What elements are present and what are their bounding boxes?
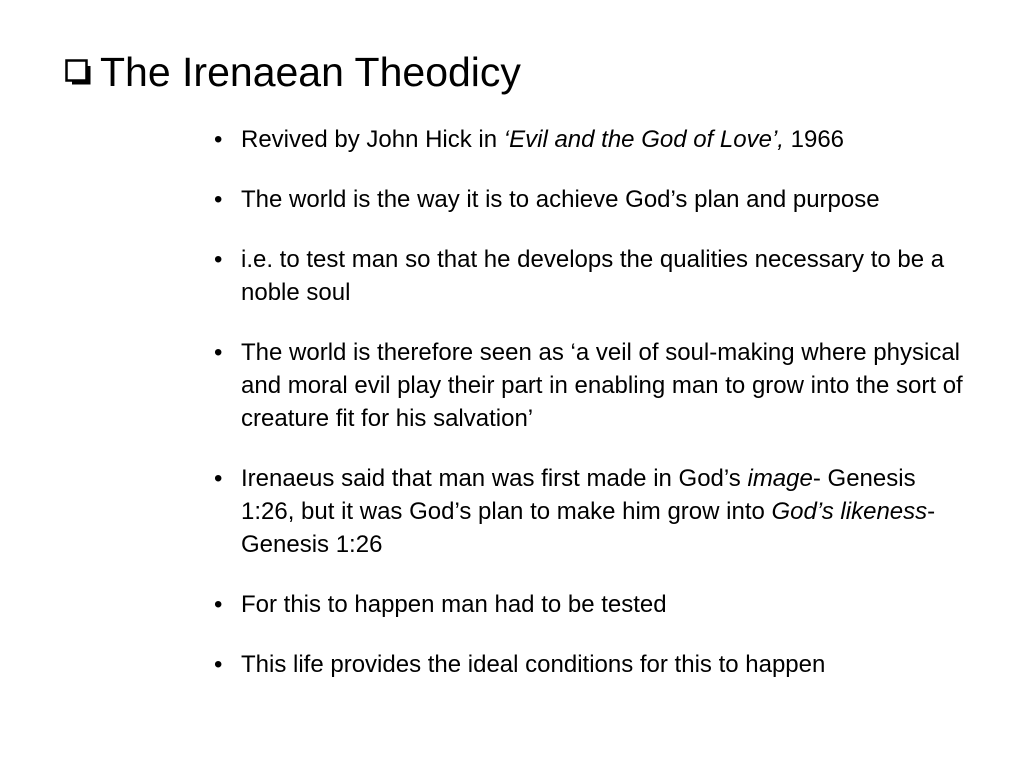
bullet-dot-icon: • [214, 186, 223, 213]
bullet-dot-icon: • [214, 126, 223, 153]
bullet-3-text: i.e. to test man so that he develops the qualities necessary to be a noble soul [241, 246, 945, 306]
bullet-1-text: Revived by John Hick in [241, 126, 504, 153]
bullet-1-year: 1966 [783, 126, 845, 153]
bullet-7-text: This life provides the ideal conditions for this to happen [241, 651, 826, 678]
bullet-1-book-title: ‘Evil and the God of Love’, [503, 126, 784, 153]
slide-title: The Irenaean Theodicy [100, 49, 521, 95]
bullet-item-5 [214, 462, 974, 561]
bullet-4-text: The world is therefore seen as ‘a veil of soul-making where physical and moral evil play their part in enabling man to grow into the sort of creature fit for his salvation’ [241, 339, 963, 432]
bullet-5-text-mid: - Genesis 1:26, but it was God’s plan to make him grow into [241, 465, 916, 525]
bullet-5-text-end: - Genesis 1:26 [241, 498, 936, 558]
bullet-item-6 [214, 588, 974, 621]
bullet-item-2 [214, 183, 974, 216]
slide-title-row [64, 44, 521, 100]
bullet-5-italic-image: image [747, 465, 813, 492]
bullet-5-text: Irenaeus said that man was first made in God’s [241, 465, 748, 492]
bullet-2-text: The world is the way it is to achieve God’s plan and purpose [241, 186, 880, 213]
bullet-item-1 [214, 123, 974, 156]
bullet-dot-icon: • [214, 651, 223, 678]
bullet-6-text: For this to happen man had to be tested [241, 591, 667, 618]
bullet-dot-icon: • [214, 465, 223, 492]
bullet-dot-icon: • [214, 339, 223, 366]
bullet-dot-icon: • [214, 591, 223, 618]
bullet-item-7 [214, 648, 974, 681]
bullet-dot-icon: • [214, 246, 223, 273]
bullet-list [214, 123, 974, 708]
checkbox-bullet-icon [64, 58, 94, 88]
bullet-5-italic-likeness: God’s likeness [771, 498, 928, 525]
bullet-item-3 [214, 243, 974, 309]
bullet-item-4 [214, 336, 974, 435]
